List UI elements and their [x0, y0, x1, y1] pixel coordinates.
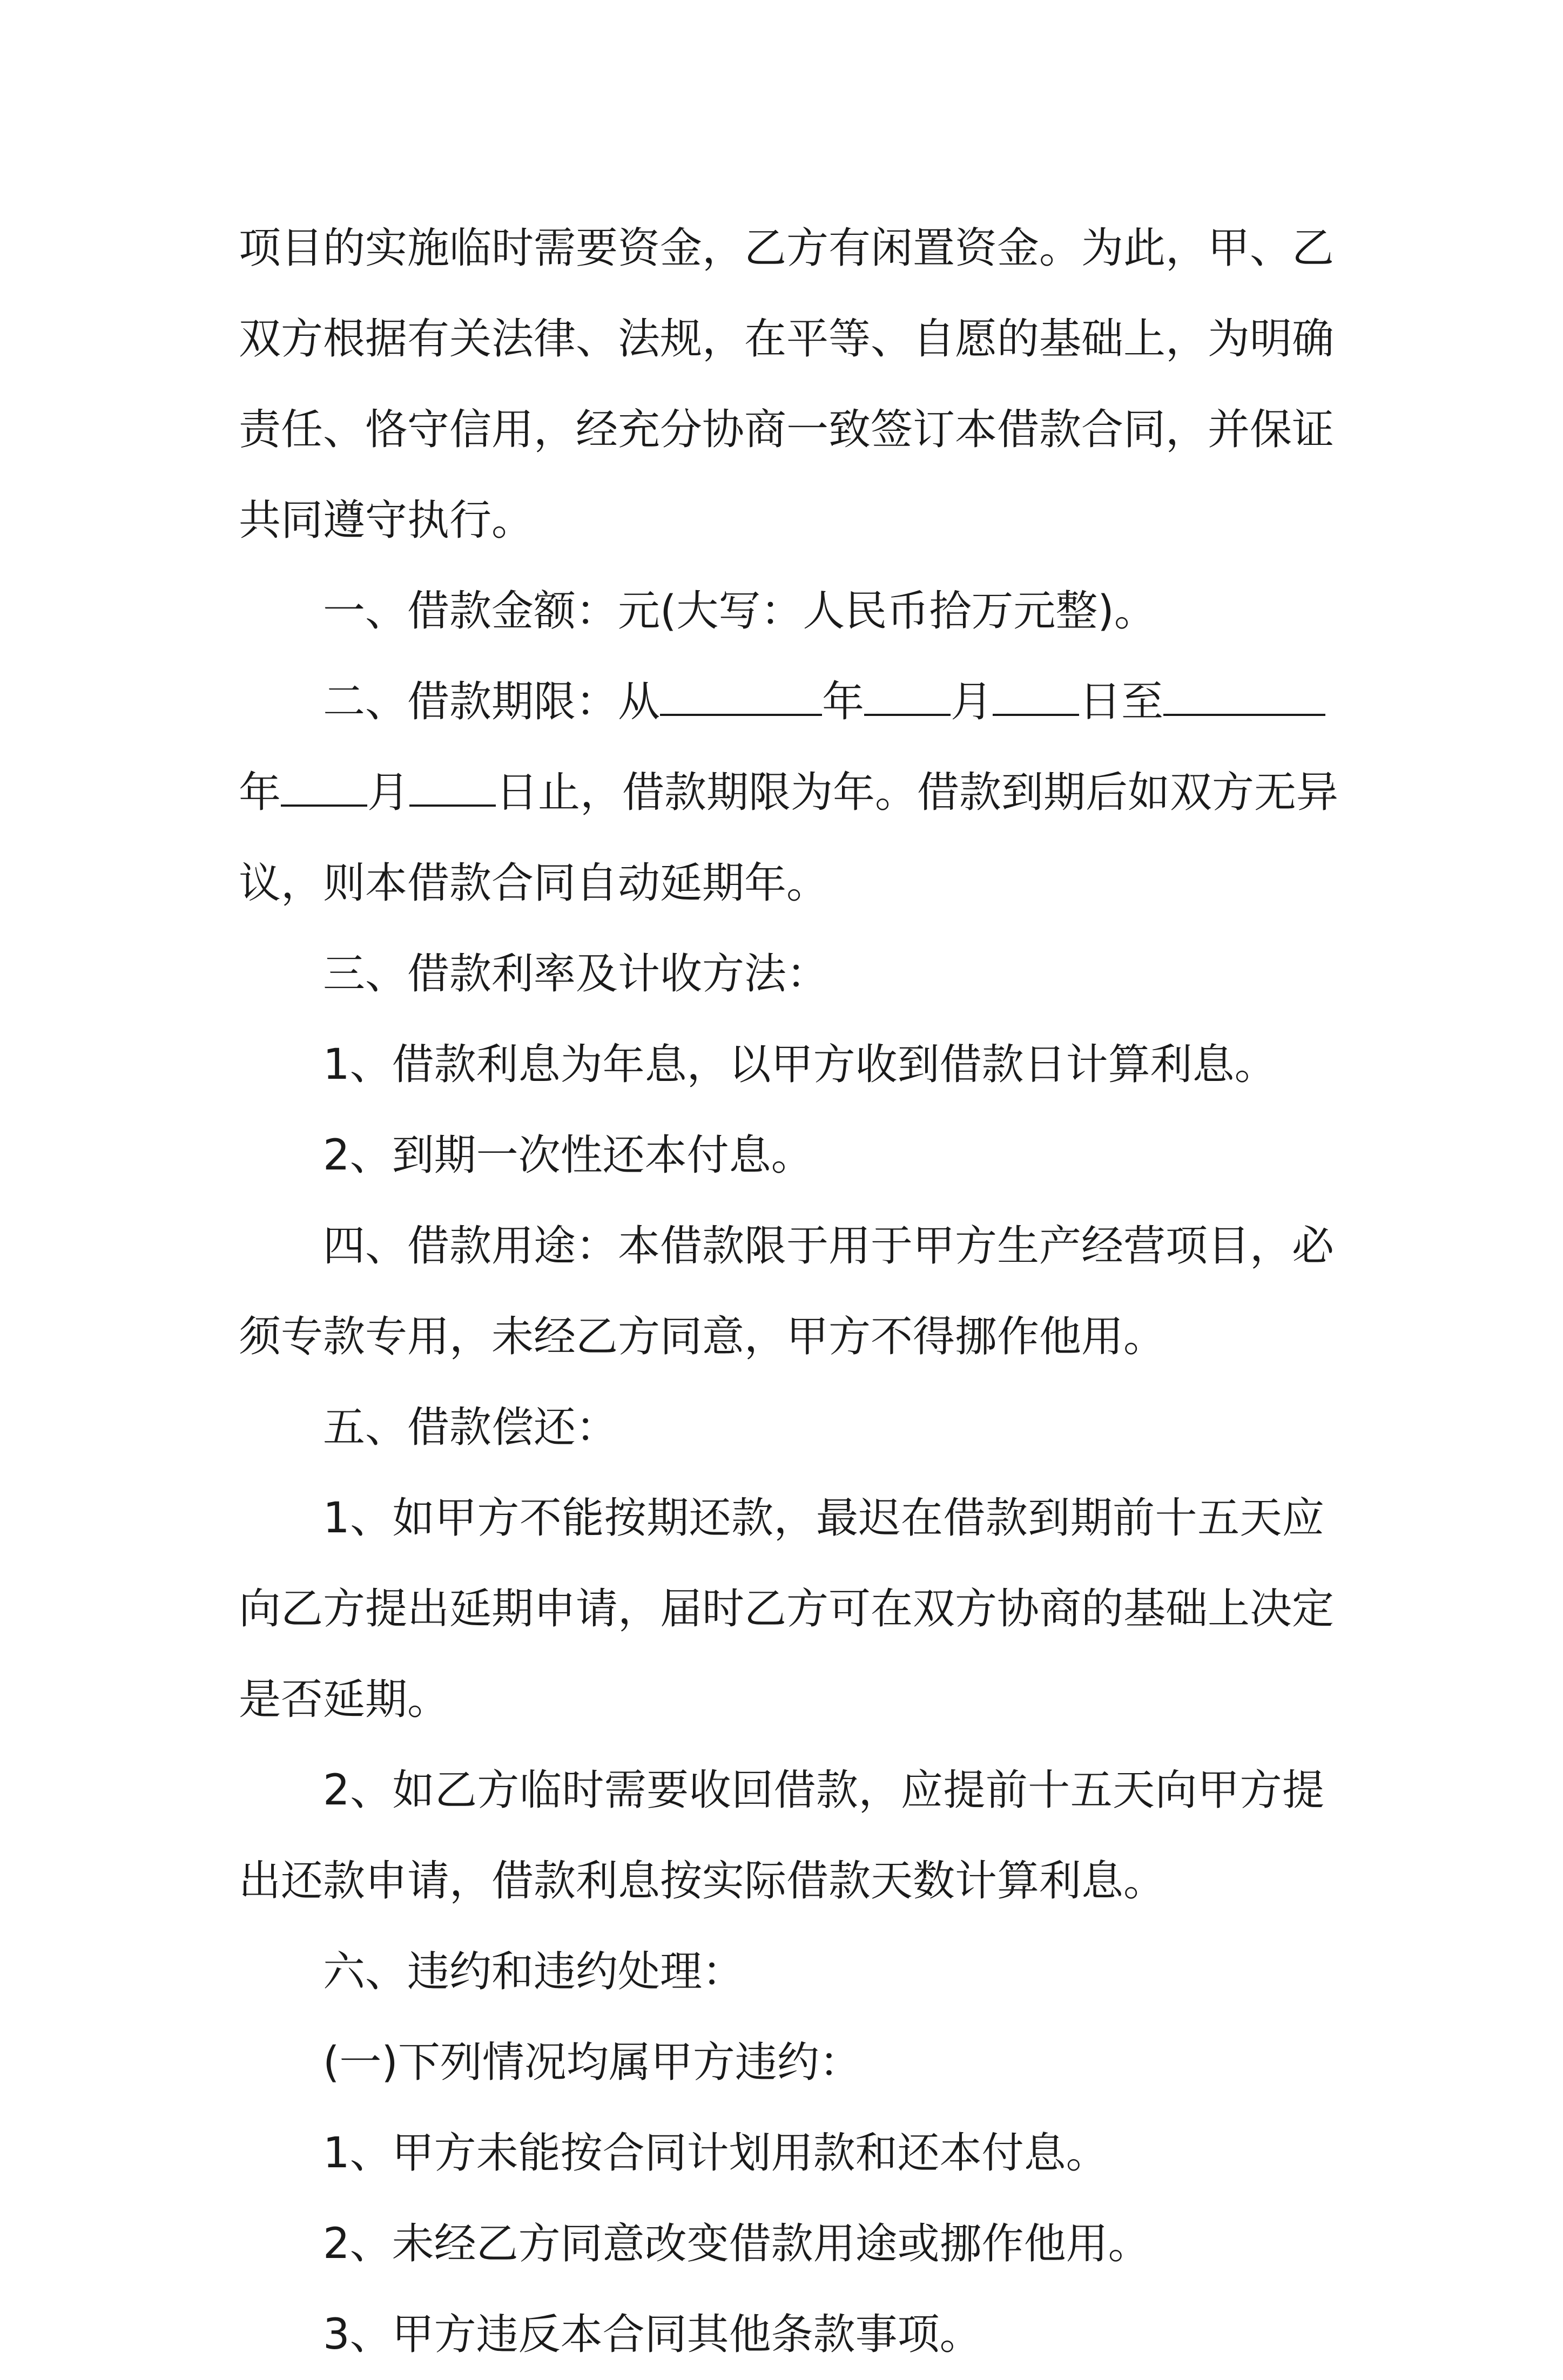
blank-day-field[interactable] — [993, 668, 1079, 716]
paragraph-line — [239, 1564, 1335, 1654]
paragraph-line — [239, 294, 1335, 384]
paragraph-line — [239, 475, 1324, 566]
line-text: 三、借款利率及计收方法： — [323, 950, 829, 998]
line-text: 责任、恪守信用，经充分协商一致签订本借款合同，并保证 — [239, 405, 1335, 454]
line-text: 双方根据有关法律、法规，在平等、自愿的基础上，为明确 — [239, 315, 1335, 363]
clause-item — [239, 1110, 1324, 1201]
clause-item — [239, 2289, 1324, 2380]
paragraph-line — [239, 838, 1324, 929]
line-text: 共同遵守执行。 — [239, 496, 534, 545]
clause-repayment-heading — [239, 1382, 1324, 1473]
line-text: 六、违约和违约处理： — [323, 1948, 745, 1996]
line-text: 项目的实施临时需要资金，乙方有闲置资金。为此，甲、乙 — [239, 224, 1335, 273]
line-text: 议，则本借款合同自动延期年。 — [239, 859, 829, 908]
clause-item — [239, 1019, 1324, 1110]
clause-item — [239, 2108, 1324, 2199]
paragraph-line — [239, 203, 1335, 294]
clause-breach-heading — [239, 1926, 1324, 2017]
line-text: 2、未经乙方同意改变借款用途或挪作他用。 — [323, 2220, 1150, 2268]
line-text: 四、借款用途：本借款限于用于甲方生产经营项目，必 — [323, 1222, 1335, 1270]
blank-year-field[interactable] — [660, 668, 822, 716]
line-text: 2、如乙方临时需要收回借款，应提前十五天向甲方提 — [323, 1766, 1324, 1815]
line-text: 五、借款偿还： — [323, 1403, 618, 1452]
paragraph-line — [239, 1292, 1324, 1382]
line-text: 1、借款利息为年息，以甲方收到借款日计算利息。 — [323, 1040, 1277, 1089]
blank-month-field[interactable] — [864, 668, 951, 716]
line-text: 月 — [367, 768, 410, 817]
line-text: 年 — [239, 768, 281, 817]
blank-end-month-field[interactable] — [281, 759, 367, 807]
line-text: 2、到期一次性还本付息。 — [323, 1131, 813, 1180]
line-text: 1、甲方未能按合同计划用款和还本付息。 — [323, 2129, 1108, 2178]
blank-end-day-field[interactable] — [409, 759, 496, 807]
line-text: 日止，借款期限为年。借款到期后如双方无异 — [496, 768, 1339, 817]
clause-subheading — [239, 2017, 1324, 2108]
paragraph-line — [239, 747, 1339, 838]
line-text: 日至 — [1079, 678, 1164, 726]
line-text: 出还款申请，借款利息按实际借款天数计算利息。 — [239, 1857, 1166, 1905]
line-text: 年 — [822, 678, 865, 726]
line-text: 1、如甲方不能按期还款，最迟在借款到期前十五天应 — [323, 1494, 1324, 1543]
line-text: (一)下列情况均属甲方违约： — [323, 2038, 861, 2087]
clause-item — [239, 2199, 1324, 2289]
line-text: 月 — [951, 678, 993, 726]
clause-interest-heading — [239, 929, 1324, 1019]
paragraph-line — [239, 1836, 1324, 1926]
clause-item — [239, 1473, 1324, 1564]
clause-loan-term — [239, 657, 1324, 747]
line-text: 一、借款金额：元(大写：人民币拾万元整)。 — [323, 587, 1156, 635]
line-text: 须专款专用，未经乙方同意，甲方不得挪作他用。 — [239, 1313, 1166, 1361]
clause-loan-amount — [239, 566, 1324, 657]
blank-end-year-field[interactable] — [1163, 668, 1325, 716]
paragraph-line — [239, 1654, 1324, 1745]
clause-item — [239, 1745, 1324, 1836]
line-text: 向乙方提出延期申请，届时乙方可在双方协商的基础上决定 — [239, 1585, 1335, 1633]
contract-body — [239, 203, 1339, 2380]
line-text: 二、借款期限：从 — [323, 678, 661, 726]
line-text: 是否延期。 — [239, 1675, 450, 1724]
clause-loan-use — [239, 1201, 1335, 1292]
paragraph-line — [239, 384, 1335, 475]
line-text: 3、甲方违反本合同其他条款事项。 — [323, 2310, 982, 2359]
